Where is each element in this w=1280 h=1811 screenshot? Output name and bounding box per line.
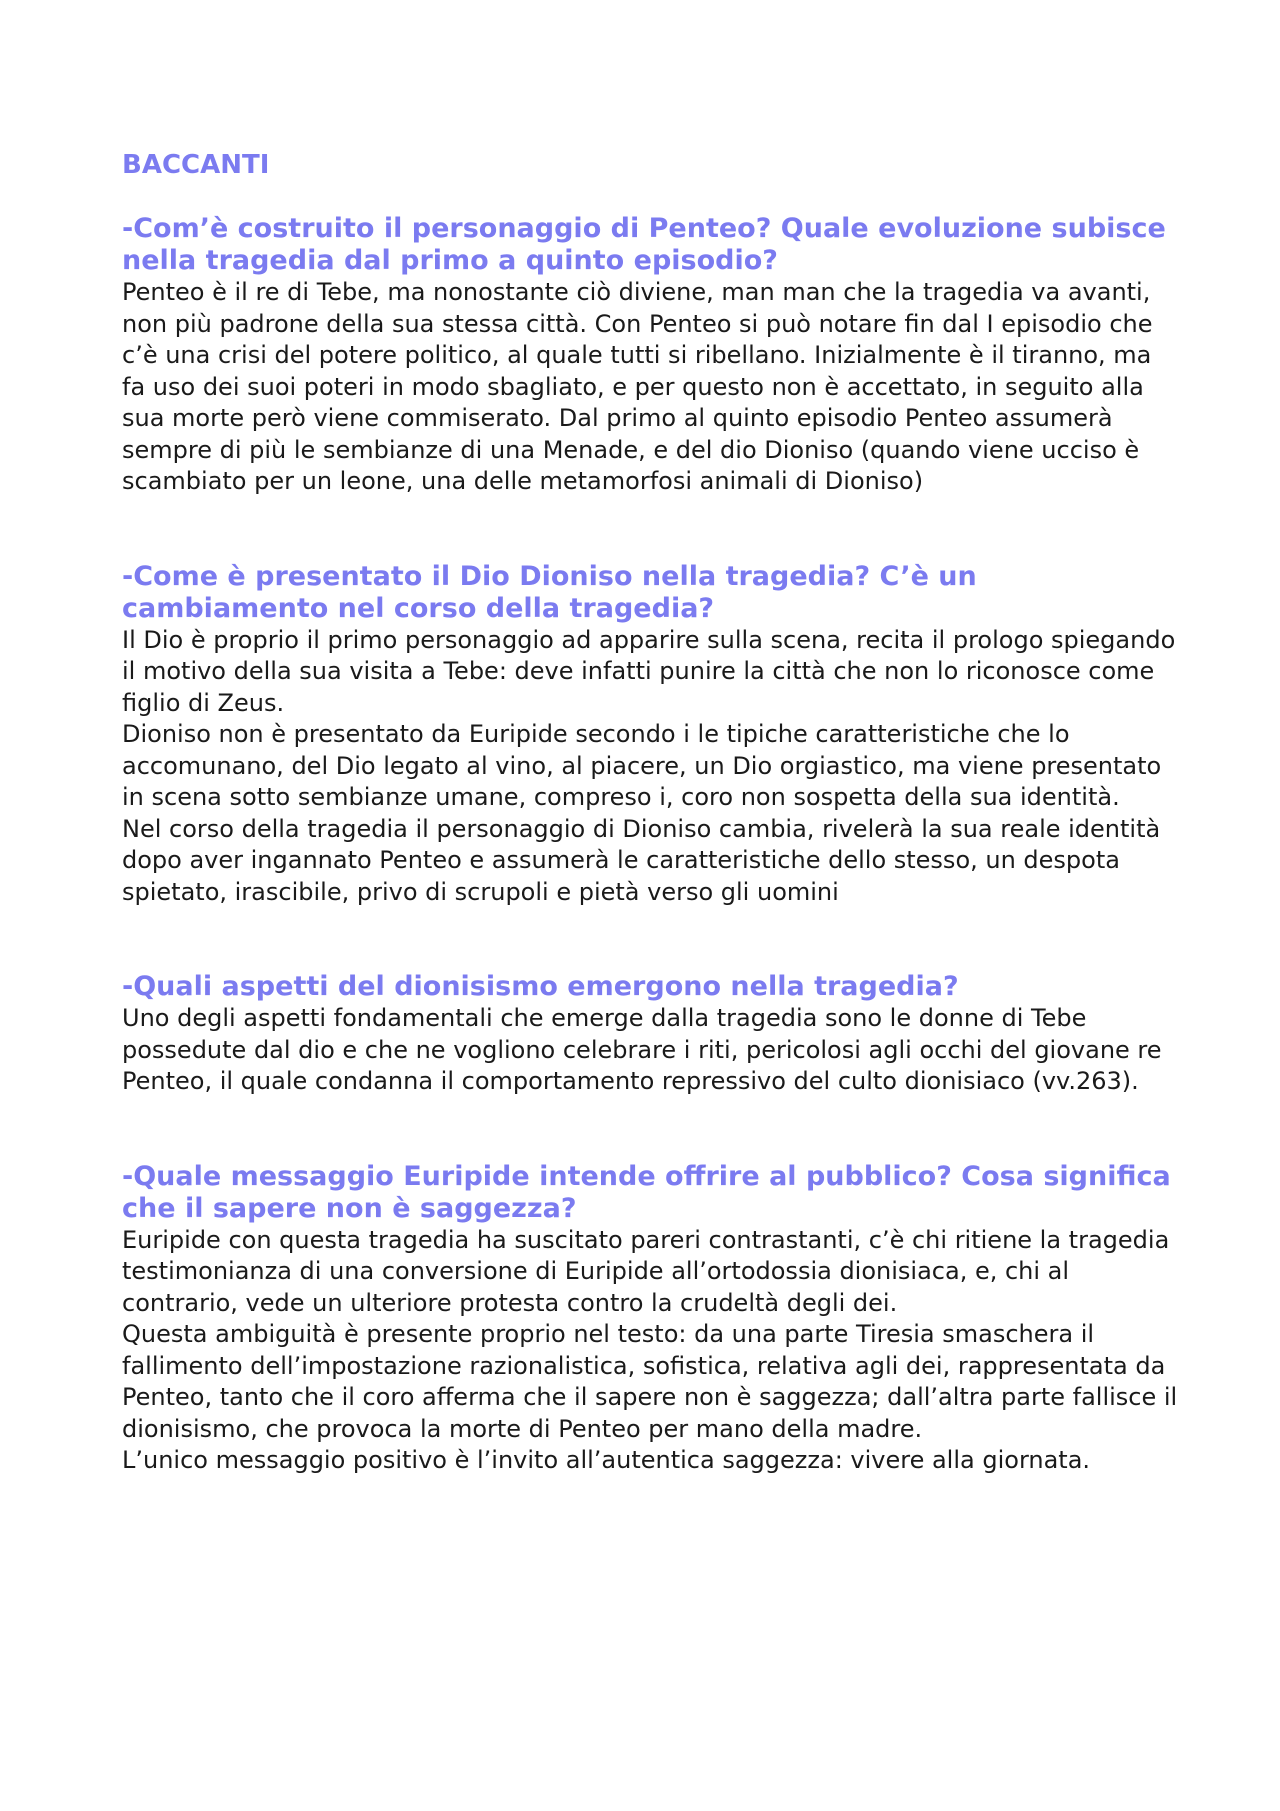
- question-heading: -Com’è costruito il personaggio di Penteo? Quale evoluzione subisce nella tragedia dal primo a quinto episodio?: [122, 213, 1166, 276]
- question-heading: -Quali aspetti del dionisismo emergono nella tragedia?: [122, 971, 959, 1002]
- answer-paragraph: Penteo è il re di Tebe, ma nonostante ciò diviene, man man che la tragedia va avanti, non più padrone della sua stessa città. Con Penteo si può notare fin dal I episodio che c’è una crisi del potere politico, al quale tutti si ribellano. Inizialmente è il tiranno, ma fa uso dei suoi poteri in modo sbagliato, e per questo non è accettato, in seguito alla sua morte però viene commiserato. Dal primo al quinto episodio Penteo assumerà sempre di più le sembianze di una Menade, e del dio Dioniso (quando viene ucciso è scambiato per un leone, una delle metamorfosi animali di Dioniso): [122, 278, 1153, 495]
- section-spacer: [122, 1098, 1182, 1161]
- answer-paragraph: L’unico messaggio positivo è l’invito all’autentica saggezza: vivere alla giornata.: [122, 1446, 1091, 1474]
- section-messaggio: [122, 1161, 1182, 1477]
- answer-paragraph: Uno degli aspetti fondamentali che emerge dalla tragedia sono le donne di Tebe possedute dal dio e che ne vogliono celebrare i riti, pericolosi agli occhi del giovane re Penteo, il quale condanna il comportamento repressivo del culto dionisiaco (vv.263).: [122, 1004, 1162, 1095]
- answer-paragraph: Il Dio è proprio il primo personaggio ad apparire sulla scena, recita il prologo spiegando il motivo della sua visita a Tebe: deve infatti punire la città che non lo riconosce come figlio di Zeus.: [122, 625, 1176, 717]
- answer-paragraph: Nel corso della tragedia il personaggio di Dioniso cambia, rivelerà la sua reale identità dopo aver ingannato Penteo e assumerà le caratteristiche dello stesso, un despota spietato, irascibile, privo di scrupoli e pietà verso gli uomini: [122, 814, 1161, 906]
- section-dionisismo: [122, 971, 1182, 1098]
- section-spacer: [122, 908, 1182, 971]
- section-spacer: [122, 498, 1182, 561]
- document-body: [122, 148, 1182, 1477]
- answer-text: [122, 625, 1182, 909]
- answer-paragraph: Euripide con questa tragedia ha suscitato pareri contrastanti, c’è chi ritiene la tragedia testimonianza di una conversione di Euripide all’ortodossia dionisiaca, e, chi al contrario, vede un ulteriore protesta contro la crudeltà degli dei.: [122, 1225, 1170, 1317]
- answer-text: [122, 1225, 1182, 1477]
- answer-text: [122, 1003, 1182, 1098]
- question-heading: -Come è presentato il Dio Dioniso nella tragedia? C’è un cambiamento nel corso della tragedia?: [122, 560, 977, 624]
- answer-paragraph: Dioniso non è presentato da Euripide secondo i le tipiche caratteristiche che lo accomunano, del Dio legato al vino, al piacere, un Dio orgiastico, ma viene presentato in scena sotto sembianze umane, compreso i, coro non sospetta della sua identità.: [122, 720, 1162, 811]
- question-heading: -Quale messaggio Euripide intende offrire al pubblico? Cosa significa che il sapere non è saggezza?: [122, 1160, 1171, 1224]
- answer-text: [122, 277, 1182, 498]
- answer-paragraph: Questa ambiguità è presente proprio nel testo: da una parte Tiresia smaschera il fallimento dell’impostazione razionalistica, sofistica, relativa agli dei, rappresentata da Penteo, tanto che il coro afferma che il sapere non è saggezza; dall’altra parte fallisce il dionisismo, che provoca la morte di Penteo per mano della madre.: [122, 1320, 1178, 1443]
- document-title: BACCANTI: [122, 150, 270, 180]
- section-dioniso: [122, 561, 1182, 909]
- section-penteo: [122, 213, 1182, 498]
